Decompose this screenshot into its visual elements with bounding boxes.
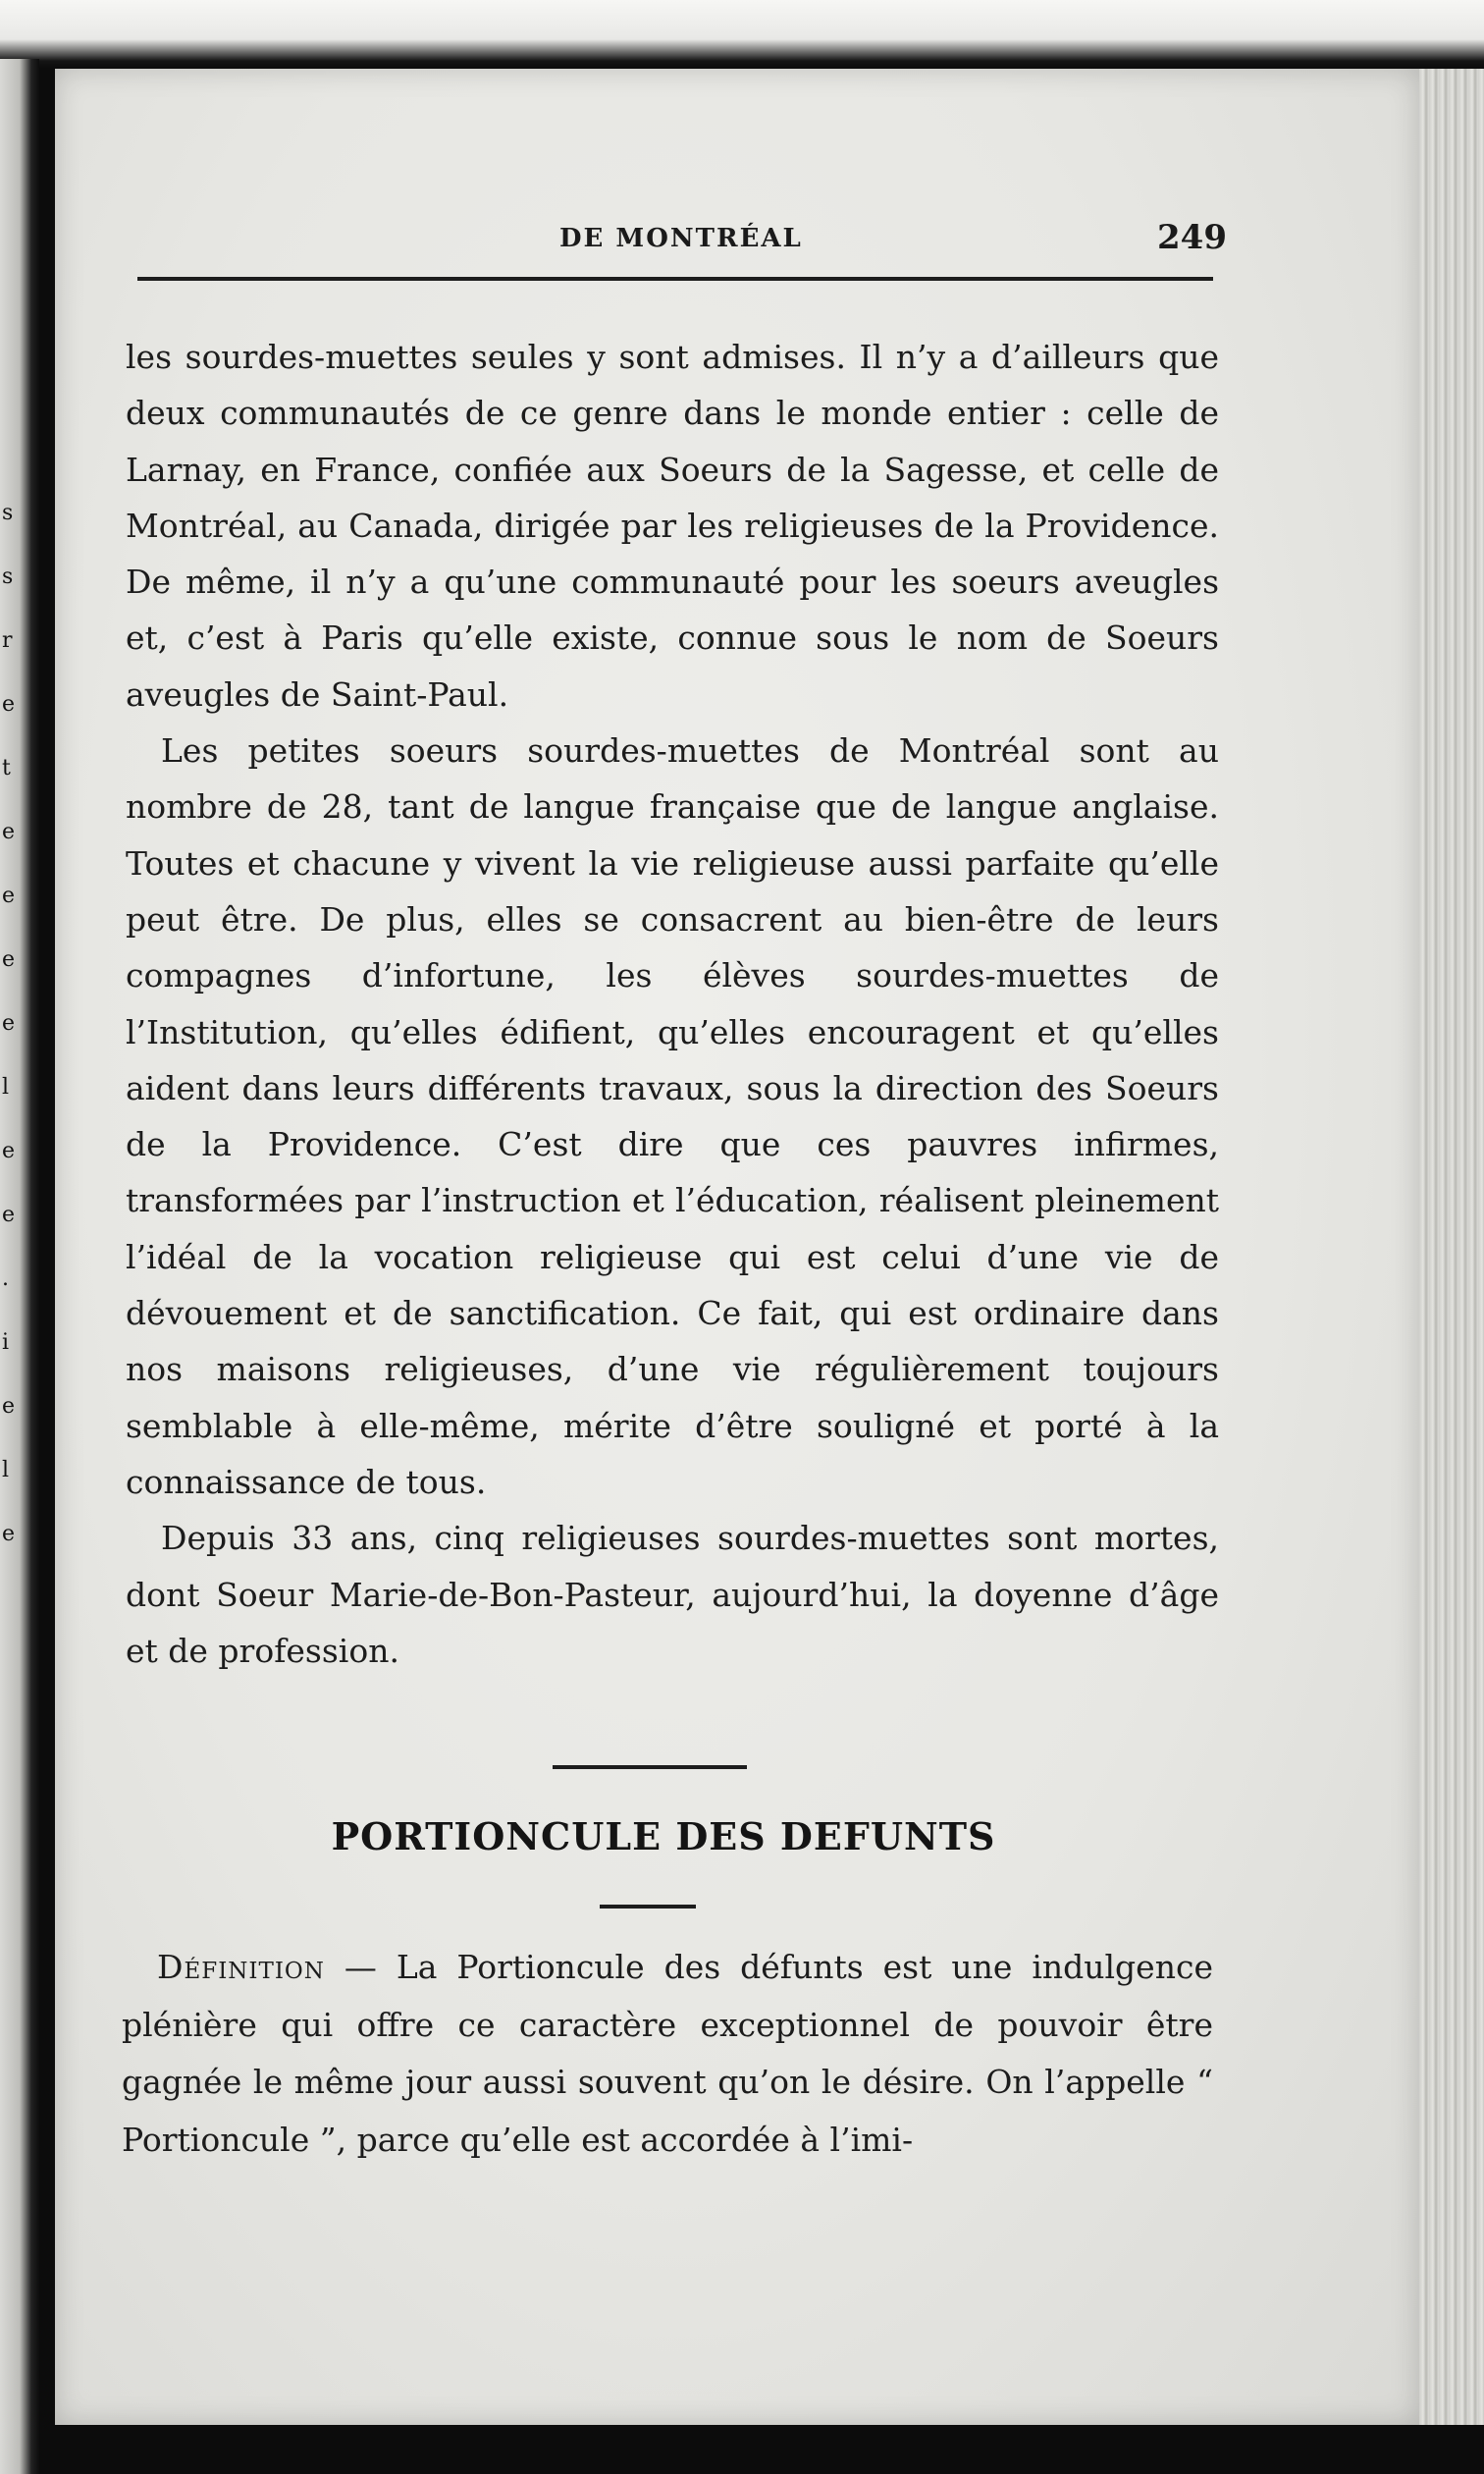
scan-border-top — [0, 0, 1484, 69]
body-text — [126, 329, 1219, 1679]
definition-text: — La Portioncule des défunts est une indulgence plénière qui offre ce caractère exceptionnel de pouvoir être gagnée le même jour aussi souvent qu’on le désire. On l’appelle “ Portioncule ”, parce qu’elle est accordée à l’imi- — [122, 1948, 1213, 2159]
margin-fragment: e — [2, 884, 16, 908]
margin-fragment: s — [2, 501, 14, 525]
margin-fragment: e — [2, 692, 16, 717]
running-head: DE MONTRÉAL — [559, 224, 803, 253]
margin-fragment: . — [2, 1266, 9, 1291]
definition-paragraph — [122, 1939, 1213, 2169]
margin-fragment: e — [2, 1394, 16, 1419]
adjacent-page-text-fragments — [2, 481, 16, 1566]
margin-fragment: e — [2, 947, 16, 972]
margin-fragment: e — [2, 1522, 16, 1546]
paragraph: Les petites soeurs sourdes-muettes de Montréal sont au nombre de 28, tant de langue française que de langue anglaise. Toutes et chacune y vivent la vie religieuse aussi parfaite qu’elle peut être. De plus, elles se consacrent au bien-être de leurs compagnes d’infortune, les élèves sourdes-muettes de l’Institution, qu’elles édifient, qu’elles encouragent et qu’elles aident dans leurs différents travaux, sous la direction des Soeurs de la Providence. C’est dire que ces pauvres infirmes, transformées par l’instruction et l’éducation, réalisent pleinement l’idéal de la vocation religieuse qui est celui d’une vie de dévouement et de sanctification. Ce fait, qui est ordinaire dans nos maisons religieuses, d’une vie régulièrement toujours semblable à elle-même, mérite d’être souligné et porté à la connaissance de tous. — [126, 731, 1219, 1501]
header-rule — [137, 277, 1213, 281]
scan-border-bottom — [39, 2425, 1484, 2474]
page-header — [147, 218, 1227, 263]
margin-fragment: l — [2, 1458, 10, 1482]
adjacent-page-edge — [0, 59, 39, 2474]
margin-fragment: i — [2, 1330, 10, 1355]
section-divider — [553, 1765, 747, 1769]
margin-fragment: e — [2, 820, 16, 844]
margin-fragment: e — [2, 1139, 16, 1163]
paragraph: Depuis 33 ans, cinq religieuses sourdes-muettes sont mortes, dont Soeur Marie-de-Bon-Pasteur, aujourd’hui, la doyenne d’âge et de profession. — [126, 1519, 1219, 1670]
margin-fragment: e — [2, 1203, 16, 1227]
section-title: PORTIONCULE DES DEFUNTS — [331, 1814, 996, 1858]
page-number: 249 — [1157, 218, 1227, 257]
paragraph-continued: les sourdes-muettes seules y sont admises. Il n’y a d’ailleurs que deux communautés de ce genre dans le monde entier : celle de Larnay, en France, confiée aux Soeurs de la Sagesse, et celle de Montréal, au Canada, dirigée par les religieuses de la Providence. De même, il n’y a qu’une communauté pour les soeurs aveugles et, c’est à Paris qu’elle existe, connue sous le nom de Soeurs aveugles de Saint-Paul. — [126, 338, 1219, 714]
definition-lead-in: Définition — [157, 1948, 325, 1986]
title-divider — [600, 1905, 696, 1909]
margin-fragment: r — [2, 628, 13, 653]
margin-fragment: t — [2, 756, 11, 780]
margin-fragment: e — [2, 1011, 16, 1036]
margin-fragment: l — [2, 1075, 10, 1100]
margin-fragment: s — [2, 565, 14, 589]
section-body — [122, 1939, 1213, 2169]
page-stack-edge — [1419, 69, 1484, 2474]
